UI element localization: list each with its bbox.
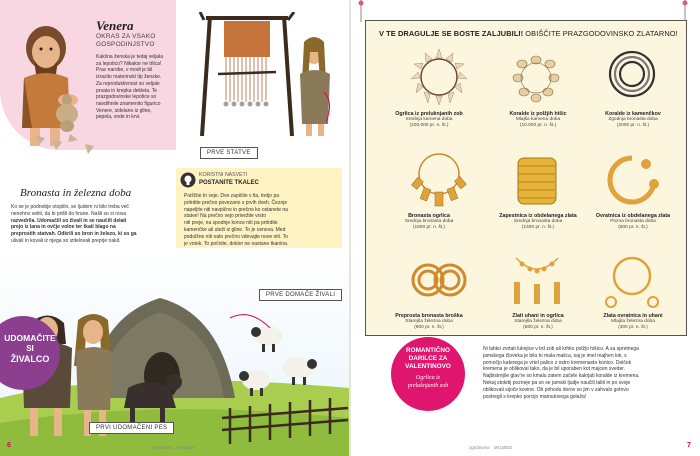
jewelry-title-rest: OBIŠČITE PRAZGODOVINSKO ZLATARNO! [523, 29, 678, 38]
bronasta-line: razvedrila. Udomačili so živali in se naučili delati [11, 217, 127, 224]
right-body-line: oblikovati sijoče kovine. Ob prihodu dorov so jim v zahvalo gotovo [483, 386, 629, 393]
jewel-name: Bronasta ogrlica [408, 213, 450, 219]
romanticno-script-2: preluknjanih zob [407, 383, 449, 389]
shell-beads-icon [506, 46, 568, 108]
tag-prve-domace-zivali: PRVE DOMAČE ŽIVALI [259, 289, 342, 301]
venera-subtitle-2: GOSPODINJSTVO [96, 41, 155, 48]
jewel-era: Mlajša kamena doba [515, 117, 561, 122]
jewel-date: (10.000 pr. n. št.) [519, 122, 557, 128]
footer-brand-right [469, 445, 512, 450]
tip-line: pritrdite prečno povezano s prvih dveh. Čeznje [184, 199, 288, 206]
jewel-date: (1500 pr. n. št.) [412, 224, 446, 230]
venera-line: prsata in krepka dekleta. Te [96, 87, 158, 94]
jewel-date: (100.000 pr. n. št.) [409, 122, 449, 128]
page-number-left: 6 [7, 442, 11, 449]
left-page [0, 0, 349, 456]
tip-line: kamenčke ali uteži iz gline. To je osnova. Med [184, 226, 286, 233]
jewelry-title [379, 29, 679, 38]
tip-kicker: KORISTNI NASVETI [199, 172, 248, 178]
jewel-name: Koralde iz polžjih hišic [509, 111, 567, 117]
footer-sep: MOJBEE [493, 445, 513, 450]
jewel-era: Pozna bronasta doba [610, 219, 656, 224]
tip-line: podolžne niti nato prečno vdevajte nove niti. To [184, 233, 288, 240]
venera-line: Prav narobe, v modi je bil [96, 67, 153, 74]
jewel-era: Zgodnja bronasta doba [608, 117, 658, 122]
venera-line: pepela, vode in krvi. [96, 114, 141, 121]
venera-line: Za reproduktivnost so veljale [96, 80, 160, 87]
jewel-name: Ogrlica iz preluknjanih zob [395, 111, 463, 117]
venera-line: prazgodovinske lepotice so [96, 94, 157, 101]
romanticno-badge [391, 337, 465, 411]
bronasta-line: Ko se je podnebje otoplilo, se ljudem ni bilo treba več [11, 204, 129, 210]
footer-brand-left [152, 445, 195, 450]
right-body-line: jamskega človeka je bila to mala malica, saj je imel majhen lok, s [483, 352, 627, 359]
right-body-line: Ni lahko zvrtati luknjice v trd zob ali krhko polžjo hišico. A za spretnega [483, 346, 639, 352]
jewel-name: Koralde iz kamenčkov [605, 111, 661, 117]
page-number-right: 7 [687, 442, 691, 449]
tag-prve-statve: PRVE STATVE [200, 147, 258, 159]
right-page [351, 0, 700, 456]
venera-line: navdihnile znamenito figurico [96, 100, 161, 107]
venera-body [96, 54, 172, 121]
bronasta-body [11, 204, 171, 245]
jewel-date: (300 pr. n. št.) [618, 324, 648, 330]
venera-line: izrazito materinski tip ženske. [96, 74, 162, 81]
jewel-name: Zapestnica iz obdelanega zlata [499, 213, 577, 219]
venus-figurine-icon [50, 92, 84, 132]
tip-heading: POSTANITE TKALEC [199, 180, 259, 186]
right-body [483, 346, 695, 400]
romanticno-line-2: DARILCE ZA [408, 355, 448, 362]
jewel-era: Starejša železna doba [514, 319, 562, 324]
tip-line: Poiščite tri veje. Dve zapičite v tla, tretjo pa [184, 193, 280, 199]
romanticno-line-1: ROMANTIČNO [405, 347, 451, 354]
gold-earrings-necklace-icon [506, 250, 568, 312]
footer-brand: zgodovina [469, 445, 490, 450]
venera-line: za lepotico? Nikakor ne trlica! [96, 60, 162, 67]
tip-line: niti preje, na spodnje konce niti pa pritrdite [184, 220, 278, 227]
gold-collar-icon [601, 250, 663, 312]
jewel-date: (2000 pr. n. št.) [616, 122, 650, 128]
tag-prvi-udomaceni-pes: PRVI UDOMAČENI PES [89, 422, 174, 434]
jewel-name: Zlata ovratnica in uhani [603, 313, 663, 319]
bronze-necklace-icon [408, 150, 470, 212]
right-body-line: kremena je oblikoval tako, da je bil uporaben kot majcen sveder. [483, 366, 626, 373]
jewel-caption-6 [577, 213, 689, 231]
venera-line: Venere, izdelano iz gline, [96, 107, 152, 114]
jewel-name: Zlati uhani in ogrlica [512, 313, 564, 319]
clay-shards-icon [30, 130, 100, 160]
jewel-caption-7 [373, 313, 485, 331]
bronasta-line: preprostih statvah. Odkrili so bron in železo, ki so ga [11, 231, 137, 238]
venera-subtitle-1: OKRAS ZA VSAKO [96, 33, 156, 40]
jewelry-title-bold: V TE DRAGULJE SE BOSTE ZALJUBILI! [379, 29, 524, 38]
bronasta-line: ulivali in kovali iz njega so izdelovali preprje nakit. [11, 237, 121, 244]
gold-bracelet-icon [506, 150, 568, 212]
jewel-caption-9 [577, 313, 689, 331]
bronze-brooch-icon [408, 250, 470, 312]
teeth-necklace-icon [408, 46, 470, 108]
stone-beads-icon [601, 46, 663, 108]
jewel-caption-1 [373, 111, 485, 129]
udomacite-line-1: UDOMAČITE [4, 333, 56, 343]
jewel-date: (500 pr. n. št.) [523, 324, 553, 330]
jewel-caption-3 [577, 111, 689, 129]
bronasta-title: Bronasta in železna doba [20, 187, 132, 199]
right-body-line: Nekaj stoletij pozneje pa so se jamski ljudje naučili taliti in po svoje [483, 379, 631, 386]
jewel-era: Mlajša železna doba [611, 319, 655, 324]
tip-body [184, 193, 340, 247]
right-body-line: postregli s krepko porcijo mamutovega golaža! [483, 393, 587, 400]
udomacite-line-3: ŽIVALCO [10, 354, 50, 364]
footer-brand: zgodovina [152, 445, 173, 450]
jewel-date: (1400 pr. n. št.) [521, 224, 555, 230]
lightbulb-icon [180, 172, 196, 188]
jewel-era: Srednja kamena doba [405, 117, 453, 122]
jewel-date: (600 pr. n. št.) [414, 324, 444, 330]
right-body-line: Najbistrejše glav're so kmalu zatem začele kakrjati koralde iz kremena. [483, 373, 640, 380]
jewel-date: (800 pr. n. št.) [618, 224, 648, 230]
loom-illustration [196, 12, 342, 142]
jewel-era: Srednja bronasta doba [404, 219, 454, 224]
bronasta-line: prejo iz lana in ovčje volne ter tkati blago na [11, 224, 116, 231]
jewel-caption-4 [373, 213, 485, 231]
footer-sep: MOJBEE [176, 445, 196, 450]
jewel-era: Starejša železna doba [405, 319, 453, 324]
venera-line: Kakšna ženska je tedaj veljala [96, 54, 163, 60]
jewel-era: Srednja bronasta doba [513, 219, 563, 224]
jewel-name: Ovratnica iz obdelanega zlata [595, 213, 671, 219]
jewel-name: Preprosta bronasta broška [395, 313, 463, 319]
venera-title: Venera [96, 18, 134, 33]
romanticno-line-3: VALENTINOVO [405, 363, 451, 370]
gold-torc-icon [601, 150, 663, 212]
tip-line: statve! Na prečno vejo privežite vrsto [184, 213, 266, 220]
udomacite-line-2: SI [26, 344, 34, 353]
tip-line: je votek. To počnite, dokler ne nastane tkanina. [184, 240, 289, 247]
romanticno-script-1: Ogrlica iz [415, 375, 441, 381]
bronasta-line: nenehno seliti, da bi prišli do hrane. Našli so si nova [11, 210, 127, 217]
tip-line: napeljite niti navpično in prečno ko ostanete na [184, 206, 288, 213]
right-body-line: pomočjo katerega je vrtel palico z ostro kremenasto konico. Delček [483, 359, 632, 366]
